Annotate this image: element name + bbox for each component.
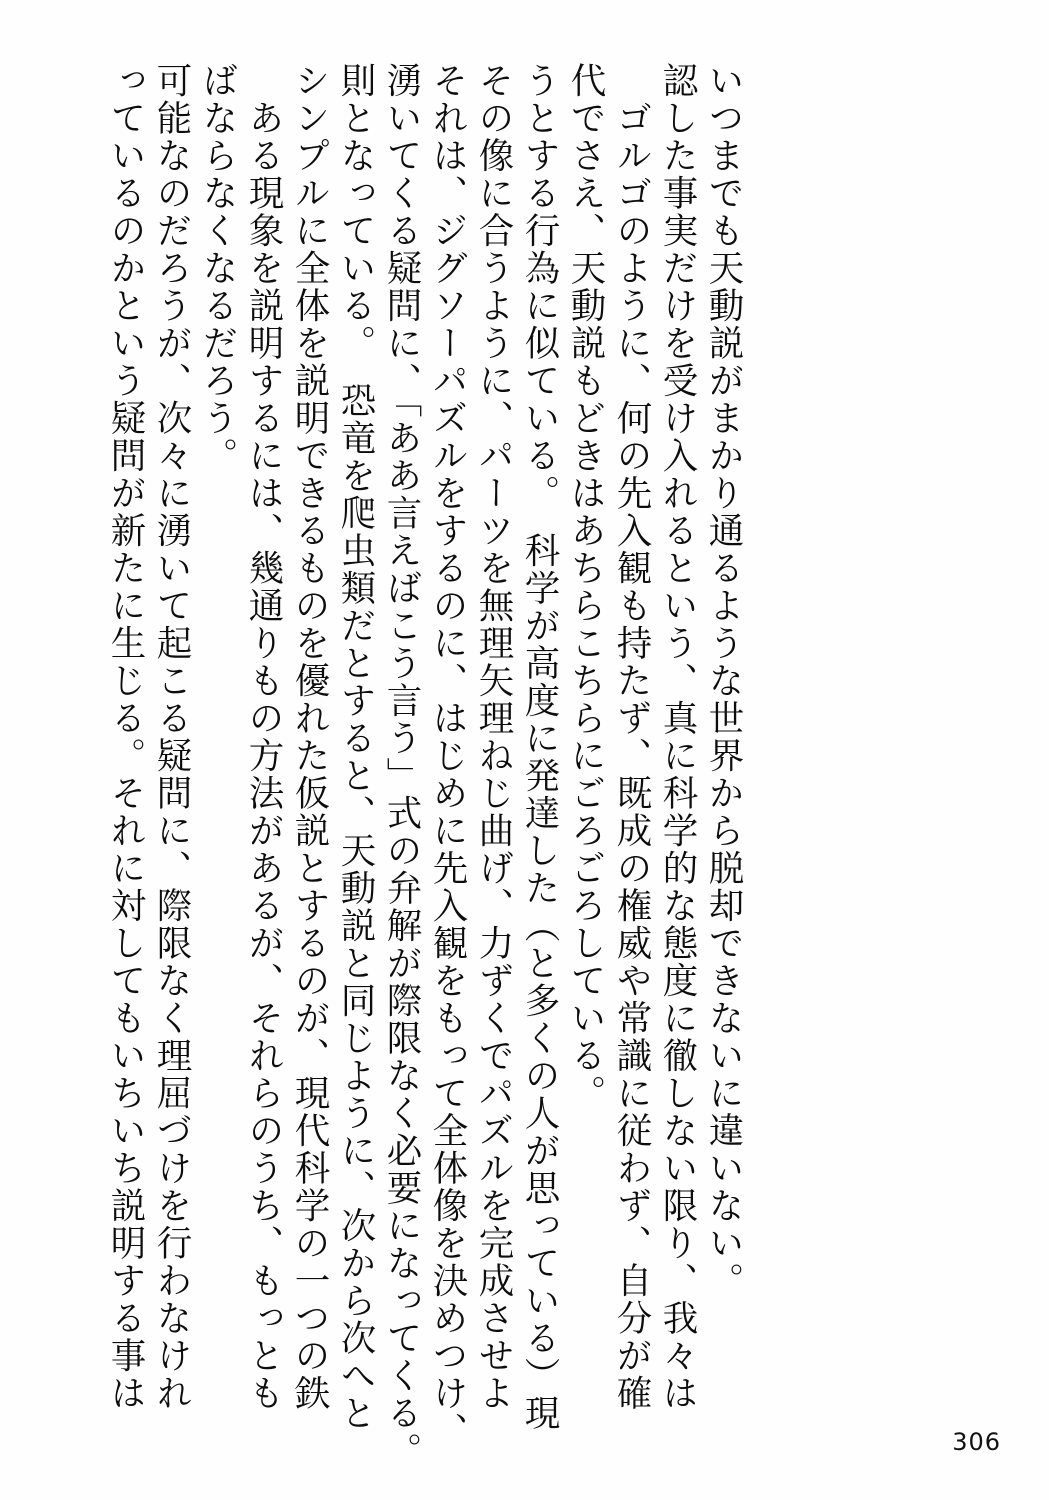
text-line: 代でさえ、天動説もどきはあちらこちらにごろごろしている。 [565, 62, 606, 1112]
text-line: 湧いてくる疑問に、「ああ言えばこう言う」式の弁解が際限なく必要になってくる。 [381, 62, 422, 1470]
text-line: っているのかという疑問が新たに生じる。それに対してもいちいち説明する事は [105, 62, 146, 1412]
text-line: それは、ジグソーパズルをするのに、はじめに先入観をもって全体像を決めつけ、 [427, 62, 468, 1450]
text-line: ある現象を説明するには、幾通りもの方法があるが、それらのうち、もっとも [243, 62, 284, 1412]
text-line: シンプルに全体を説明できるものを優れた仮説とするのが、現代科学の一つの鉄 [289, 62, 330, 1412]
text-line: ばならなくなるだろう。 [197, 62, 238, 475]
text-line: いつまでも天動説がまかり通るような世界から脱却できないに違いない。 [703, 62, 744, 1300]
text-line: その像に合うように、パーツを無理矢理ねじ曲げ、力ずくでパズルを完成させよ [473, 62, 514, 1412]
text-line: ゴルゴのように、何の先入観も持たず、既成の権威や常識に従わず、自分が確 [611, 62, 652, 1412]
text-line: うとする行為に似ている。 科学が高度に発達した（と多くの人が思っている）現 [519, 62, 560, 1432]
page-number: 306 [952, 1428, 1001, 1456]
text-line: 可能なのだろうが、次々に湧いて起こる疑問に、際限なく理屈づけを行わなけれ [151, 62, 192, 1412]
text-line: 認した事実だけを受け入れるという、真に科学的な態度に徹しない限り、我々は [657, 62, 698, 1412]
text-line: 則となっている。 恐竜を爬虫類だとすると、天動説と同じように、次から次へと [335, 62, 376, 1432]
